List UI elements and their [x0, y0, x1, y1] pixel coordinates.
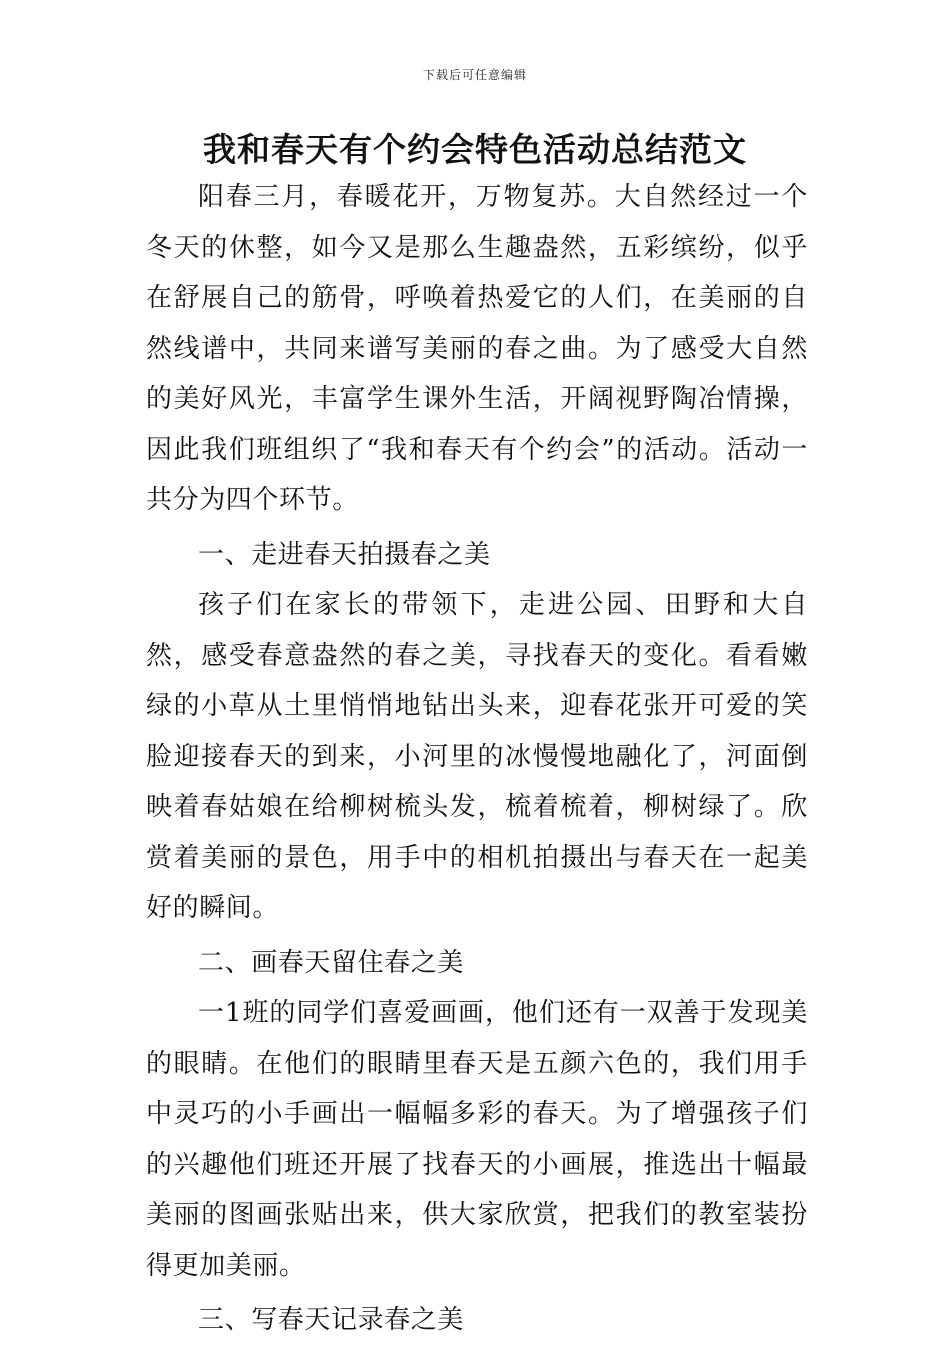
section-heading-3: 三、写春天记录春之美: [198, 1305, 465, 1335]
document-body: [146, 172, 808, 1346]
header-note: 下载后可任意编辑: [422, 68, 527, 82]
paragraph-section-1: 孩子们在家长的带领下，走进公园、田野和大自然，感受春意盎然的春之美，寻找春天的变化。看看嫩绿的小草从土里悄悄地钻出头来，迎春花张开可爱的笑脸迎接春天的到来，小河里的冰慢慢地融化了，河面倒映着春姑娘在给柳树梳头发，梳着梳着，柳树绿了。欣赏着美丽的景色，用手中的相机拍摄出与春天在一起美好的瞬间。: [146, 590, 808, 923]
paragraph-intro: 阳春三月，春暖花开，万物复苏。大自然经过一个冬天的休整，如今又是那么生趣盎然，五彩缤纷，似乎在舒展自己的筋骨，呼唤着热爱它的人们，在美丽的自然线谱中，共同来谱写美丽的春之曲。为了感受大自然的美好风光，丰富学生课外生活，开阔视野陶冶情操，因此我们班组织了“我和春天有个约会”的活动。活动一共分为四个环节。: [146, 182, 808, 515]
section-heading-2: 二、画春天留住春之美: [198, 947, 465, 978]
paragraph-section-2: 一1班的同学们喜爱画画，他们还有一双善于发现美的眼睛。在他们的眼睛里春天是五颜六色的，我们用手中灵巧的小手画出一幅幅多彩的春天。为了增强孩子们的兴趣他们班还开展了找春天的小画展，推选出十幅最美丽的图画张贴出来，供大家欣赏，把我们的教室装扮得更加美丽。: [146, 998, 808, 1281]
section-heading-1: 一、走进春天拍摄春之美: [198, 539, 491, 570]
document-title: 我和春天有个约会特色活动总结范文: [203, 130, 747, 169]
